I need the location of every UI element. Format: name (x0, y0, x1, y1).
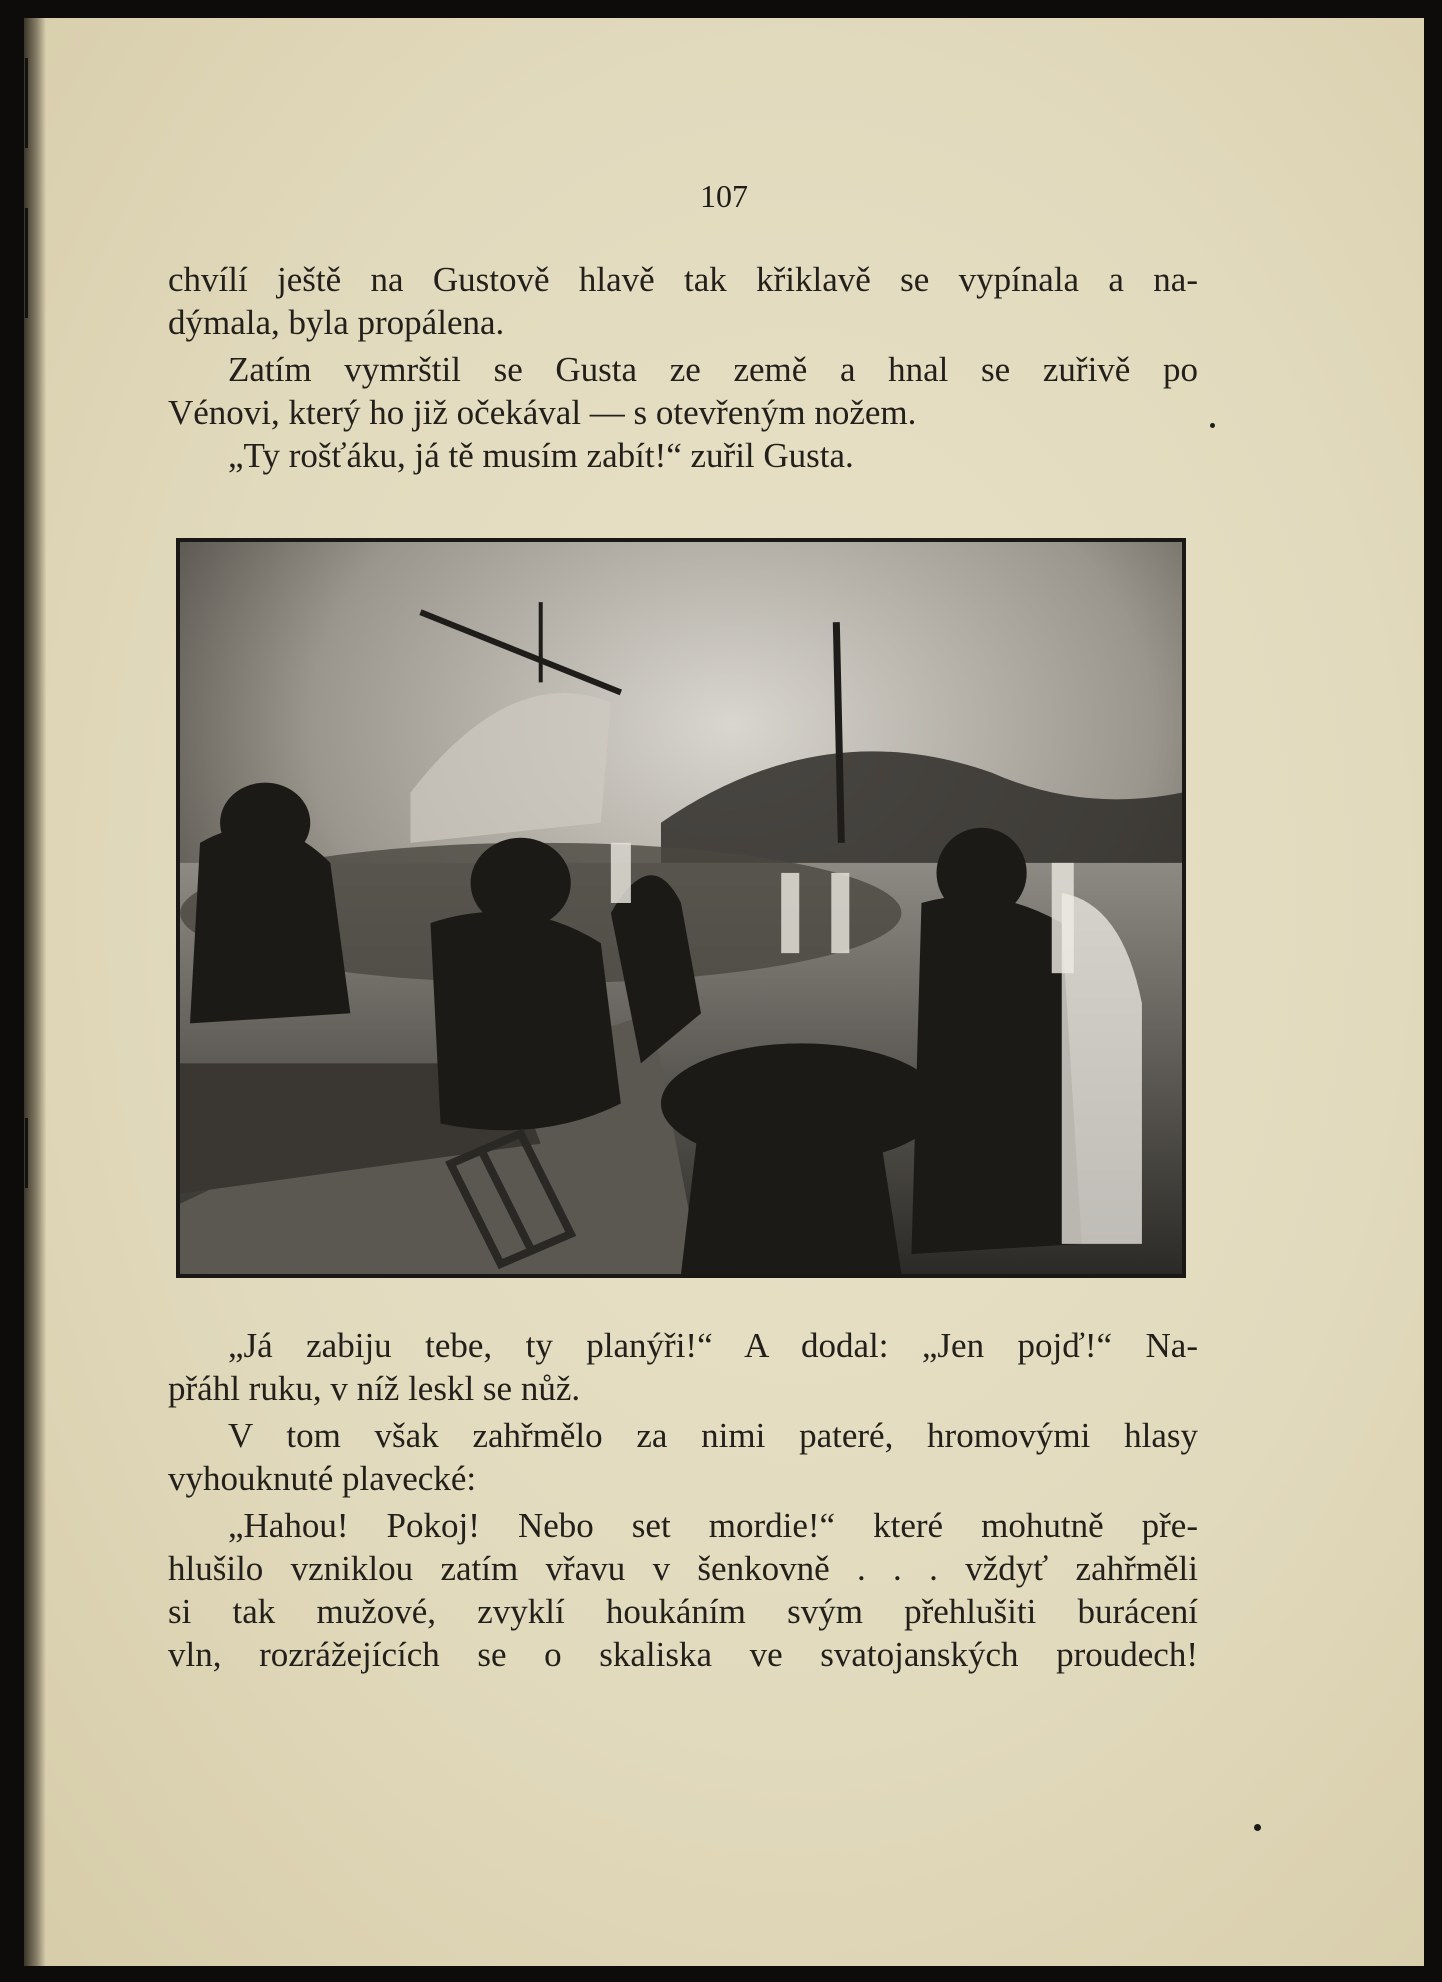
page-gutter (24, 18, 46, 1966)
text-line: „Hahou! Pokoj! Nebo set mordie!“ které mohutně pře- (228, 1506, 1198, 1545)
page-number: 107 (700, 178, 748, 214)
text-line: vyhouknuté plavecké: (168, 1459, 477, 1498)
text-line: dýmala, byla propálena. (168, 303, 505, 342)
ink-speck (1210, 423, 1215, 428)
text-line: Zatím vymrštil se Gusta ze země a hnal se zuřivě po (228, 350, 1198, 389)
text-line: „Já zabiju tebe, ty planýři!“ A dodal: „Jen pojď!“ Na- (228, 1326, 1198, 1365)
text-line: si tak mužové, zvyklí houkáním svým přehlušiti burácení (168, 1592, 1198, 1631)
gutter-mark (25, 1118, 28, 1188)
text-line: hlušilo vzniklou zatím vřavu v šenkovně . . . vždyť zahřměli (168, 1549, 1198, 1588)
text-line: Vénovi, který ho již očekával — s otevřeným nožem. (168, 393, 917, 432)
book-page (24, 18, 1424, 1966)
text-line: vln, rozrážejících se o skaliska ve svatojanských proudech! (168, 1635, 1198, 1674)
text-line: přáhl ruku, v níž leskl se nůž. (168, 1369, 581, 1408)
top-paragraphs (168, 258, 1198, 477)
text-line: chvílí ještě na Gustově hlavě tak křiklavě se vypínala a na- (168, 260, 1198, 299)
gutter-mark (25, 208, 28, 318)
text-line: V tom však zahřmělo za nimi pateré, hromovými hlasy (228, 1416, 1198, 1455)
ink-speck (1254, 1824, 1261, 1831)
bottom-paragraphs (168, 1324, 1198, 1676)
tavern-brawl-illustration (176, 538, 1186, 1278)
illustration-image (180, 542, 1182, 1274)
gutter-mark (25, 58, 28, 148)
text-line: „Ty rošťáku, já tě musím zabít!“ zuřil Gusta. (228, 436, 854, 475)
